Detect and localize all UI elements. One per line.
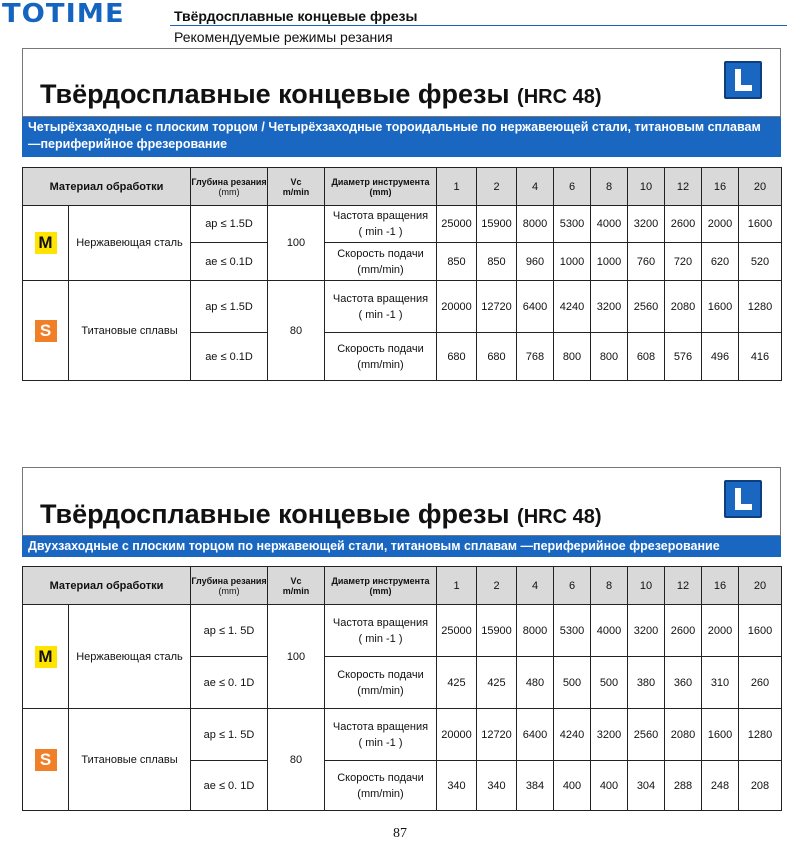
- table-row: [23, 206, 782, 243]
- speed-value: 6400: [517, 281, 554, 333]
- feed-label: Скорость подачи (mm/min): [325, 333, 437, 381]
- feed-value: 500: [591, 657, 628, 709]
- speed-value: 8000: [517, 605, 554, 657]
- section-title: Твёрдосплавные концевые фрезы (HRC 48): [40, 499, 602, 529]
- vc-value: 100: [268, 605, 325, 709]
- header-diameter-value: 12: [665, 168, 702, 206]
- speed-value: 3200: [591, 281, 628, 333]
- page-number: 87: [393, 826, 407, 841]
- speed-value: 20000: [437, 281, 477, 333]
- speed-value: 4240: [554, 709, 591, 761]
- feed-value: 620: [702, 243, 739, 281]
- feed-value: 288: [665, 761, 702, 811]
- ap-value: ap ≤ 1. 5D: [191, 605, 268, 657]
- ap-value: ap ≤ 1.5D: [191, 206, 268, 243]
- material-badge-cell: [23, 281, 69, 381]
- speed-value: 1600: [702, 709, 739, 761]
- material-name: Титановые сплавы: [69, 281, 191, 381]
- header-diameter-value: 12: [665, 567, 702, 605]
- feed-value: 400: [591, 761, 628, 811]
- speed-value: 2600: [665, 605, 702, 657]
- feed-value: 850: [477, 243, 517, 281]
- material-badge-cell: [23, 605, 69, 709]
- feed-value: 680: [437, 333, 477, 381]
- section-title: Твёрдосплавные концевые фрезы (HRC 48): [40, 79, 602, 109]
- header-diameter-value: 4: [517, 168, 554, 206]
- header-depth: Глубина резания (mm): [191, 168, 268, 206]
- feed-value: 248: [702, 761, 739, 811]
- feed-value: 425: [477, 657, 517, 709]
- header-diameter-value: 10: [628, 168, 665, 206]
- section-1-title-panel: [22, 48, 781, 117]
- feed-label: Скорость подачи (mm/min): [325, 761, 437, 811]
- header-depth: Глубина резания (mm): [191, 567, 268, 605]
- feed-value: 576: [665, 333, 702, 381]
- header-diameter-value: 1: [437, 567, 477, 605]
- speed-value: 15900: [477, 605, 517, 657]
- feed-value: 760: [628, 243, 665, 281]
- feed-value: 384: [517, 761, 554, 811]
- speed-value: 8000: [517, 206, 554, 243]
- speed-value: 2000: [702, 206, 739, 243]
- speed-value: 5300: [554, 605, 591, 657]
- feed-value: 680: [477, 333, 517, 381]
- ae-value: ae ≤ 0. 1D: [191, 657, 268, 709]
- speed-value: 1600: [739, 605, 782, 657]
- header-vc: Vc m/min: [268, 168, 325, 206]
- feed-value: 496: [702, 333, 739, 381]
- feed-value: 520: [739, 243, 782, 281]
- feed-value: 800: [554, 333, 591, 381]
- feed-value: 416: [739, 333, 782, 381]
- header-subtitle: Рекомендуемые режимы резания: [174, 29, 393, 45]
- speed-label: Частота вращения ( min -1 ): [325, 709, 437, 761]
- speed-value: 25000: [437, 206, 477, 243]
- feed-value: 425: [437, 657, 477, 709]
- material-name: Нержавеющая сталь: [69, 206, 191, 281]
- totime-logo: TOTIME: [2, 0, 125, 29]
- speed-value: 25000: [437, 605, 477, 657]
- header-material: Материал обработки: [23, 168, 191, 206]
- section-2-table: [22, 566, 782, 811]
- speed-value: 1600: [739, 206, 782, 243]
- vc-value: 80: [268, 281, 325, 381]
- speed-label: Частота вращения ( min -1 ): [325, 281, 437, 333]
- feed-label: Скорость подачи (mm/min): [325, 657, 437, 709]
- ae-value: ae ≤ 0.1D: [191, 243, 268, 281]
- speed-value: 2000: [702, 605, 739, 657]
- vc-value: 100: [268, 206, 325, 281]
- feed-value: 960: [517, 243, 554, 281]
- header-diameter-value: 16: [702, 168, 739, 206]
- section-1-table: [22, 167, 782, 381]
- feed-value: 260: [739, 657, 782, 709]
- header-diameter-value: 20: [739, 168, 782, 206]
- header-diameter-value: 6: [554, 567, 591, 605]
- feed-value: 850: [437, 243, 477, 281]
- ae-value: ae ≤ 0.1D: [191, 333, 268, 381]
- feed-value: 720: [665, 243, 702, 281]
- l-icon: [724, 480, 762, 518]
- feed-value: 310: [702, 657, 739, 709]
- material-badge-cell: [23, 709, 69, 811]
- l-icon: [724, 61, 762, 99]
- header-diameter: Диаметр инструмента (mm): [325, 567, 437, 605]
- table-row: [23, 709, 782, 761]
- feed-value: 304: [628, 761, 665, 811]
- header-diameter-value: 2: [477, 168, 517, 206]
- material-badge-cell: [23, 206, 69, 281]
- header-title: Твёрдосплавные концевые фрезы: [174, 8, 418, 24]
- feed-value: 1000: [554, 243, 591, 281]
- feed-value: 208: [739, 761, 782, 811]
- badge-s: S: [35, 320, 57, 342]
- header-diameter-value: 2: [477, 567, 517, 605]
- header-material: Материал обработки: [23, 567, 191, 605]
- feed-value: 500: [554, 657, 591, 709]
- speed-value: 15900: [477, 206, 517, 243]
- section-2-description-bar: Двухзаходные с плоским торцом по нержавеющей стали, титановым сплавам —периферийное фрезерование: [22, 536, 781, 557]
- ae-value: ae ≤ 0. 1D: [191, 761, 268, 811]
- feed-value: 400: [554, 761, 591, 811]
- section-2-title-panel: [22, 467, 781, 536]
- vc-value: 80: [268, 709, 325, 811]
- speed-value: 3200: [628, 206, 665, 243]
- feed-value: 340: [437, 761, 477, 811]
- material-name: Нержавеющая сталь: [69, 605, 191, 709]
- feed-value: 360: [665, 657, 702, 709]
- table-row: [23, 281, 782, 333]
- header-diameter-value: 8: [591, 168, 628, 206]
- speed-value: 12720: [477, 281, 517, 333]
- badge-m: M: [35, 232, 57, 254]
- feed-value: 340: [477, 761, 517, 811]
- speed-label: Частота вращения ( min -1 ): [325, 605, 437, 657]
- material-name: Титановые сплавы: [69, 709, 191, 811]
- speed-value: 4000: [591, 206, 628, 243]
- header-diameter-value: 8: [591, 567, 628, 605]
- speed-value: 3200: [591, 709, 628, 761]
- feed-value: 1000: [591, 243, 628, 281]
- badge-s: S: [35, 749, 57, 771]
- speed-value: 1280: [739, 709, 782, 761]
- speed-label: Частота вращения ( min -1 ): [325, 206, 437, 243]
- speed-value: 1280: [739, 281, 782, 333]
- speed-value: 3200: [628, 605, 665, 657]
- speed-value: 4000: [591, 605, 628, 657]
- speed-value: 6400: [517, 709, 554, 761]
- feed-value: 480: [517, 657, 554, 709]
- feed-value: 768: [517, 333, 554, 381]
- feed-value: 800: [591, 333, 628, 381]
- ap-value: ap ≤ 1. 5D: [191, 709, 268, 761]
- speed-value: 5300: [554, 206, 591, 243]
- speed-value: 2560: [628, 281, 665, 333]
- badge-m: M: [35, 646, 57, 668]
- ap-value: ap ≤ 1.5D: [191, 281, 268, 333]
- speed-value: 4240: [554, 281, 591, 333]
- header-vc: Vc m/min: [268, 567, 325, 605]
- speed-value: 2600: [665, 206, 702, 243]
- header-diameter-value: 6: [554, 168, 591, 206]
- speed-value: 2560: [628, 709, 665, 761]
- table-row: [23, 605, 782, 657]
- header-diameter: Диаметр инструмента (mm): [325, 168, 437, 206]
- header-diameter-value: 1: [437, 168, 477, 206]
- feed-value: 380: [628, 657, 665, 709]
- speed-value: 1600: [702, 281, 739, 333]
- header-diameter-value: 10: [628, 567, 665, 605]
- header-diameter-value: 20: [739, 567, 782, 605]
- speed-value: 12720: [477, 709, 517, 761]
- speed-value: 20000: [437, 709, 477, 761]
- feed-label: Скорость подачи (mm/min): [325, 243, 437, 281]
- header-divider: [170, 25, 787, 26]
- speed-value: 2080: [665, 709, 702, 761]
- header-diameter-value: 16: [702, 567, 739, 605]
- feed-value: 608: [628, 333, 665, 381]
- header-diameter-value: 4: [517, 567, 554, 605]
- speed-value: 2080: [665, 281, 702, 333]
- section-1-description-bar: Четырёхзаходные с плоским торцом / Четырёхзаходные тороидальные по нержавеющей стали, титановым сплавам —периферийное фрезерование: [22, 117, 781, 157]
